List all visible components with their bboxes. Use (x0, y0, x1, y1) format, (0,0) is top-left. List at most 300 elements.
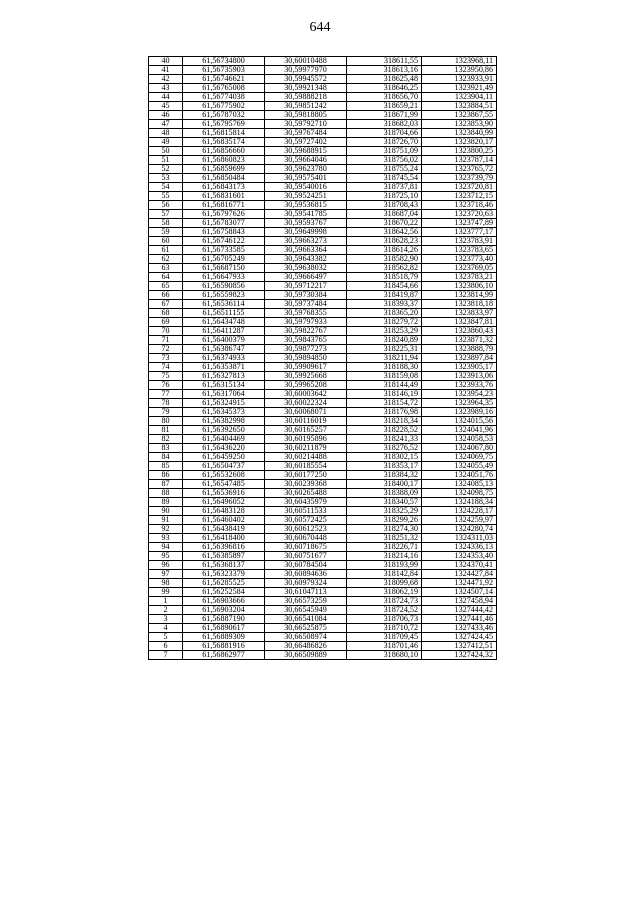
x-coordinate-cell: 318253,29 (347, 327, 422, 336)
longitude-cell: 30,59877273 (265, 345, 347, 354)
point-number-cell: 79 (149, 408, 183, 417)
table-row (149, 381, 497, 390)
point-number-cell: 6 (149, 642, 183, 651)
x-coordinate-cell: 318755,24 (347, 165, 422, 174)
table-row (149, 147, 497, 156)
latitude-cell: 61,56353871 (183, 363, 265, 372)
latitude-cell: 61,56903666 (183, 597, 265, 606)
y-coordinate-cell: 1323884,51 (422, 102, 497, 111)
x-coordinate-cell: 318737,81 (347, 183, 422, 192)
y-coordinate-cell: 1323773,40 (422, 255, 497, 264)
y-coordinate-cell: 1327412,51 (422, 642, 497, 651)
table-row (149, 543, 497, 552)
y-coordinate-cell: 1324507,14 (422, 588, 497, 597)
point-number-cell: 53 (149, 174, 183, 183)
longitude-cell: 30,60718675 (265, 543, 347, 552)
latitude-cell: 61,56324915 (183, 399, 265, 408)
table-row (149, 111, 497, 120)
y-coordinate-cell: 1323913,06 (422, 372, 497, 381)
point-number-cell: 73 (149, 354, 183, 363)
x-coordinate-cell: 318680,10 (347, 651, 422, 660)
latitude-cell: 61,56559823 (183, 291, 265, 300)
point-number-cell: 89 (149, 498, 183, 507)
y-coordinate-cell: 1323818,18 (422, 300, 497, 309)
longitude-cell: 30,60435979 (265, 498, 347, 507)
y-coordinate-cell: 1324259,97 (422, 516, 497, 525)
y-coordinate-cell: 1324098,75 (422, 489, 497, 498)
point-number-cell: 85 (149, 462, 183, 471)
latitude-cell: 61,56758843 (183, 228, 265, 237)
latitude-cell: 61,56733585 (183, 246, 265, 255)
latitude-cell: 61,56547485 (183, 480, 265, 489)
y-coordinate-cell: 1323954,23 (422, 390, 497, 399)
x-coordinate-cell: 318340,57 (347, 498, 422, 507)
point-number-cell: 81 (149, 426, 183, 435)
latitude-cell: 61,56386747 (183, 345, 265, 354)
y-coordinate-cell: 1323777,17 (422, 228, 497, 237)
latitude-cell: 61,56647933 (183, 273, 265, 282)
table-row (149, 354, 497, 363)
latitude-cell: 61,56859699 (183, 165, 265, 174)
table-row (149, 570, 497, 579)
table-row (149, 336, 497, 345)
latitude-cell: 61,56385897 (183, 552, 265, 561)
table-row (149, 273, 497, 282)
table-row (149, 210, 497, 219)
table-row (149, 408, 497, 417)
table-row (149, 444, 497, 453)
y-coordinate-cell: 1323765,72 (422, 165, 497, 174)
longitude-cell: 30,59797933 (265, 318, 347, 327)
longitude-cell: 30,60239368 (265, 480, 347, 489)
y-coordinate-cell: 1324471,92 (422, 579, 497, 588)
latitude-cell: 61,56285525 (183, 579, 265, 588)
x-coordinate-cell: 318188,30 (347, 363, 422, 372)
table-row (149, 651, 497, 660)
y-coordinate-cell: 1323800,25 (422, 147, 497, 156)
x-coordinate-cell: 318226,71 (347, 543, 422, 552)
y-coordinate-cell: 1324336,13 (422, 543, 497, 552)
point-number-cell: 59 (149, 228, 183, 237)
x-coordinate-cell: 318625,48 (347, 75, 422, 84)
longitude-cell: 30,59524251 (265, 192, 347, 201)
point-number-cell: 65 (149, 282, 183, 291)
x-coordinate-cell: 318240,89 (347, 336, 422, 345)
y-coordinate-cell: 1323921,49 (422, 84, 497, 93)
x-coordinate-cell: 318518,79 (347, 273, 422, 282)
x-coordinate-cell: 318384,32 (347, 471, 422, 480)
x-coordinate-cell: 318724,73 (347, 597, 422, 606)
point-number-cell: 72 (149, 345, 183, 354)
latitude-cell: 61,56345373 (183, 408, 265, 417)
longitude-cell: 30,59851242 (265, 102, 347, 111)
y-coordinate-cell: 1324280,74 (422, 525, 497, 534)
y-coordinate-cell: 1324370,41 (422, 561, 497, 570)
latitude-cell: 61,56411287 (183, 327, 265, 336)
table-row (149, 642, 497, 651)
point-number-cell: 4 (149, 624, 183, 633)
y-coordinate-cell: 1323933,76 (422, 381, 497, 390)
latitude-cell: 61,56317064 (183, 390, 265, 399)
point-number-cell: 68 (149, 309, 183, 318)
latitude-cell: 61,56856660 (183, 147, 265, 156)
table-row (149, 615, 497, 624)
x-coordinate-cell: 318659,21 (347, 102, 422, 111)
y-coordinate-cell: 1324353,40 (422, 552, 497, 561)
latitude-cell: 61,56797626 (183, 210, 265, 219)
table-row (149, 57, 497, 66)
point-number-cell: 57 (149, 210, 183, 219)
point-number-cell: 56 (149, 201, 183, 210)
x-coordinate-cell: 318228,52 (347, 426, 422, 435)
table-row (149, 156, 497, 165)
table-row (149, 561, 497, 570)
x-coordinate-cell: 318302,15 (347, 453, 422, 462)
point-number-cell: 91 (149, 516, 183, 525)
y-coordinate-cell: 1327424,45 (422, 633, 497, 642)
longitude-cell: 30,59666497 (265, 273, 347, 282)
longitude-cell: 30,59540016 (265, 183, 347, 192)
x-coordinate-cell: 318218,34 (347, 417, 422, 426)
longitude-cell: 30,59575401 (265, 174, 347, 183)
table-row (149, 597, 497, 606)
point-number-cell: 80 (149, 417, 183, 426)
latitude-cell: 61,56831601 (183, 192, 265, 201)
table-row (149, 363, 497, 372)
table-row (149, 552, 497, 561)
table-row (149, 192, 497, 201)
latitude-cell: 61,56438419 (183, 525, 265, 534)
point-number-cell: 97 (149, 570, 183, 579)
y-coordinate-cell: 1323888,79 (422, 345, 497, 354)
y-coordinate-cell: 1324085,13 (422, 480, 497, 489)
table-row (149, 516, 497, 525)
latitude-cell: 61,56459250 (183, 453, 265, 462)
point-number-cell: 55 (149, 192, 183, 201)
x-coordinate-cell: 318299,26 (347, 516, 422, 525)
table-row (149, 228, 497, 237)
latitude-cell: 61,56795769 (183, 120, 265, 129)
y-coordinate-cell: 1323847,81 (422, 318, 497, 327)
latitude-cell: 61,56815814 (183, 129, 265, 138)
y-coordinate-cell: 1324055,49 (422, 462, 497, 471)
point-number-cell: 50 (149, 147, 183, 156)
y-coordinate-cell: 1323950,86 (422, 66, 497, 75)
longitude-cell: 30,59818805 (265, 111, 347, 120)
x-coordinate-cell: 318671,99 (347, 111, 422, 120)
longitude-cell: 30,60185554 (265, 462, 347, 471)
table-row (149, 534, 497, 543)
y-coordinate-cell: 1323820,17 (422, 138, 497, 147)
point-number-cell: 76 (149, 381, 183, 390)
latitude-cell: 61,56590856 (183, 282, 265, 291)
latitude-cell: 61,56460402 (183, 516, 265, 525)
point-number-cell: 5 (149, 633, 183, 642)
longitude-cell: 30,59643382 (265, 255, 347, 264)
x-coordinate-cell: 318704,66 (347, 129, 422, 138)
y-coordinate-cell: 1323720,63 (422, 210, 497, 219)
table-row (149, 75, 497, 84)
longitude-cell: 30,66541084 (265, 615, 347, 624)
latitude-cell: 61,56887190 (183, 615, 265, 624)
longitude-cell: 30,59663273 (265, 237, 347, 246)
y-coordinate-cell: 1323989,16 (422, 408, 497, 417)
x-coordinate-cell: 318656,70 (347, 93, 422, 102)
table-row (149, 633, 497, 642)
table-row (149, 93, 497, 102)
point-number-cell: 82 (149, 435, 183, 444)
coordinates-table-body (149, 57, 497, 660)
y-coordinate-cell: 1323860,43 (422, 327, 497, 336)
point-number-cell: 69 (149, 318, 183, 327)
latitude-cell: 61,56400379 (183, 336, 265, 345)
table-row (149, 237, 497, 246)
y-coordinate-cell: 1324427,84 (422, 570, 497, 579)
x-coordinate-cell: 318365,20 (347, 309, 422, 318)
x-coordinate-cell: 318274,30 (347, 525, 422, 534)
longitude-cell: 30,60572425 (265, 516, 347, 525)
longitude-cell: 30,59888218 (265, 93, 347, 102)
point-number-cell: 67 (149, 300, 183, 309)
latitude-cell: 61,56787032 (183, 111, 265, 120)
table-row (149, 507, 497, 516)
latitude-cell: 61,56368137 (183, 561, 265, 570)
longitude-cell: 30,59712217 (265, 282, 347, 291)
latitude-cell: 61,56881916 (183, 642, 265, 651)
x-coordinate-cell: 318225,31 (347, 345, 422, 354)
longitude-cell: 30,59909617 (265, 363, 347, 372)
latitude-cell: 61,56746621 (183, 75, 265, 84)
latitude-cell: 61,56783077 (183, 219, 265, 228)
x-coordinate-cell: 318701,46 (347, 642, 422, 651)
latitude-cell: 61,56396816 (183, 543, 265, 552)
table-row (149, 102, 497, 111)
longitude-cell: 30,59768355 (265, 309, 347, 318)
point-number-cell: 88 (149, 489, 183, 498)
longitude-cell: 30,60195896 (265, 435, 347, 444)
longitude-cell: 30,59822767 (265, 327, 347, 336)
y-coordinate-cell: 1323833,97 (422, 309, 497, 318)
longitude-cell: 30,60211879 (265, 444, 347, 453)
y-coordinate-cell: 1324311,03 (422, 534, 497, 543)
x-coordinate-cell: 318393,37 (347, 300, 422, 309)
x-coordinate-cell: 318142,84 (347, 570, 422, 579)
y-coordinate-cell: 1327458,94 (422, 597, 497, 606)
table-row (149, 165, 497, 174)
longitude-cell: 30,66508974 (265, 633, 347, 642)
table-row (149, 435, 497, 444)
point-number-cell: 49 (149, 138, 183, 147)
y-coordinate-cell: 1327433,46 (422, 624, 497, 633)
point-number-cell: 54 (149, 183, 183, 192)
latitude-cell: 61,56835174 (183, 138, 265, 147)
y-coordinate-cell: 1323871,32 (422, 336, 497, 345)
point-number-cell: 42 (149, 75, 183, 84)
longitude-cell: 30,59921348 (265, 84, 347, 93)
x-coordinate-cell: 318706,73 (347, 615, 422, 624)
x-coordinate-cell: 318642,56 (347, 228, 422, 237)
latitude-cell: 61,56382998 (183, 417, 265, 426)
x-coordinate-cell: 318670,22 (347, 219, 422, 228)
longitude-cell: 30,59623780 (265, 165, 347, 174)
longitude-cell: 30,59688915 (265, 147, 347, 156)
x-coordinate-cell: 318454,66 (347, 282, 422, 291)
latitude-cell: 61,56890617 (183, 624, 265, 633)
point-number-cell: 83 (149, 444, 183, 453)
table-row (149, 291, 497, 300)
longitude-cell: 30,66545949 (265, 606, 347, 615)
point-number-cell: 43 (149, 84, 183, 93)
table-row (149, 219, 497, 228)
y-coordinate-cell: 1324015,56 (422, 417, 497, 426)
table-row (149, 525, 497, 534)
point-number-cell: 63 (149, 264, 183, 273)
latitude-cell: 61,56850484 (183, 174, 265, 183)
longitude-cell: 30,61047113 (265, 588, 347, 597)
table-row (149, 498, 497, 507)
longitude-cell: 30,66525875 (265, 624, 347, 633)
longitude-cell: 30,60003642 (265, 390, 347, 399)
x-coordinate-cell: 318614,26 (347, 246, 422, 255)
longitude-cell: 30,66509889 (265, 651, 347, 660)
y-coordinate-cell: 1323867,55 (422, 111, 497, 120)
table-row (149, 120, 497, 129)
table-row (149, 579, 497, 588)
point-number-cell: 66 (149, 291, 183, 300)
y-coordinate-cell: 1324041,96 (422, 426, 497, 435)
latitude-cell: 61,56315134 (183, 381, 265, 390)
point-number-cell: 86 (149, 471, 183, 480)
longitude-cell: 30,60116019 (265, 417, 347, 426)
longitude-cell: 30,60979324 (265, 579, 347, 588)
table-row (149, 300, 497, 309)
latitude-cell: 61,56903204 (183, 606, 265, 615)
point-number-cell: 41 (149, 66, 183, 75)
longitude-cell: 30,59965208 (265, 381, 347, 390)
table-row (149, 174, 497, 183)
point-number-cell: 98 (149, 579, 183, 588)
y-coordinate-cell: 1323783,65 (422, 246, 497, 255)
point-number-cell: 60 (149, 237, 183, 246)
longitude-cell: 30,59792710 (265, 120, 347, 129)
latitude-cell: 61,56418400 (183, 534, 265, 543)
y-coordinate-cell: 1323840,99 (422, 129, 497, 138)
x-coordinate-cell: 318628,23 (347, 237, 422, 246)
table-row (149, 138, 497, 147)
x-coordinate-cell: 318400,17 (347, 480, 422, 489)
latitude-cell: 61,56374933 (183, 354, 265, 363)
longitude-cell: 30,60068071 (265, 408, 347, 417)
x-coordinate-cell: 318751,09 (347, 147, 422, 156)
y-coordinate-cell: 1323769,05 (422, 264, 497, 273)
longitude-cell: 30,59664046 (265, 156, 347, 165)
point-number-cell: 1 (149, 597, 183, 606)
latitude-cell: 61,56536114 (183, 300, 265, 309)
table-row (149, 318, 497, 327)
x-coordinate-cell: 318251,32 (347, 534, 422, 543)
point-number-cell: 96 (149, 561, 183, 570)
longitude-cell: 30,60265488 (265, 489, 347, 498)
longitude-cell: 30,60612523 (265, 525, 347, 534)
x-coordinate-cell: 318276,52 (347, 444, 422, 453)
x-coordinate-cell: 318419,87 (347, 291, 422, 300)
longitude-cell: 30,60177250 (265, 471, 347, 480)
y-coordinate-cell: 1327424,32 (422, 651, 497, 660)
longitude-cell: 30,59536815 (265, 201, 347, 210)
table-row (149, 201, 497, 210)
latitude-cell: 61,56532608 (183, 471, 265, 480)
x-coordinate-cell: 318611,55 (347, 57, 422, 66)
x-coordinate-cell: 318687,04 (347, 210, 422, 219)
x-coordinate-cell: 318146,19 (347, 390, 422, 399)
longitude-cell: 30,60784504 (265, 561, 347, 570)
longitude-cell: 30,59737484 (265, 300, 347, 309)
latitude-cell: 61,56734800 (183, 57, 265, 66)
point-number-cell: 48 (149, 129, 183, 138)
longitude-cell: 30,59925668 (265, 372, 347, 381)
latitude-cell: 61,56774038 (183, 93, 265, 102)
point-number-cell: 92 (149, 525, 183, 534)
y-coordinate-cell: 1324228,17 (422, 507, 497, 516)
table-row (149, 372, 497, 381)
x-coordinate-cell: 318756,02 (347, 156, 422, 165)
y-coordinate-cell: 1323964,35 (422, 399, 497, 408)
point-number-cell: 87 (149, 480, 183, 489)
longitude-cell: 30,59843765 (265, 336, 347, 345)
latitude-cell: 61,56862977 (183, 651, 265, 660)
y-coordinate-cell: 1323747,89 (422, 219, 497, 228)
x-coordinate-cell: 318710,72 (347, 624, 422, 633)
longitude-cell: 30,59593767 (265, 219, 347, 228)
x-coordinate-cell: 318725,10 (347, 192, 422, 201)
point-number-cell: 7 (149, 651, 183, 660)
x-coordinate-cell: 318388,09 (347, 489, 422, 498)
y-coordinate-cell: 1323806,10 (422, 282, 497, 291)
x-coordinate-cell: 318099,68 (347, 579, 422, 588)
table-row (149, 588, 497, 597)
point-number-cell: 40 (149, 57, 183, 66)
table-row (149, 426, 497, 435)
x-coordinate-cell: 318176,98 (347, 408, 422, 417)
longitude-cell: 30,59977970 (265, 66, 347, 75)
x-coordinate-cell: 318709,45 (347, 633, 422, 642)
y-coordinate-cell: 1327441,46 (422, 615, 497, 624)
y-coordinate-cell: 1323814,99 (422, 291, 497, 300)
longitude-cell: 30,60751677 (265, 552, 347, 561)
y-coordinate-cell: 1323904,11 (422, 93, 497, 102)
x-coordinate-cell: 318211,94 (347, 354, 422, 363)
point-number-cell: 99 (149, 588, 183, 597)
point-number-cell: 93 (149, 534, 183, 543)
point-number-cell: 94 (149, 543, 183, 552)
longitude-cell: 30,59767484 (265, 129, 347, 138)
table-row (149, 255, 497, 264)
y-coordinate-cell: 1323720,81 (422, 183, 497, 192)
y-coordinate-cell: 1327444,42 (422, 606, 497, 615)
latitude-cell: 61,56392650 (183, 426, 265, 435)
x-coordinate-cell: 318062,19 (347, 588, 422, 597)
longitude-cell: 30,59945572 (265, 75, 347, 84)
latitude-cell: 61,56860823 (183, 156, 265, 165)
latitude-cell: 61,56511155 (183, 309, 265, 318)
latitude-cell: 61,56816771 (183, 201, 265, 210)
longitude-cell: 30,59638032 (265, 264, 347, 273)
latitude-cell: 61,56504737 (183, 462, 265, 471)
y-coordinate-cell: 1323783,91 (422, 237, 497, 246)
y-coordinate-cell: 1323933,91 (422, 75, 497, 84)
longitude-cell: 30,60165257 (265, 426, 347, 435)
y-coordinate-cell: 1323897,84 (422, 354, 497, 363)
